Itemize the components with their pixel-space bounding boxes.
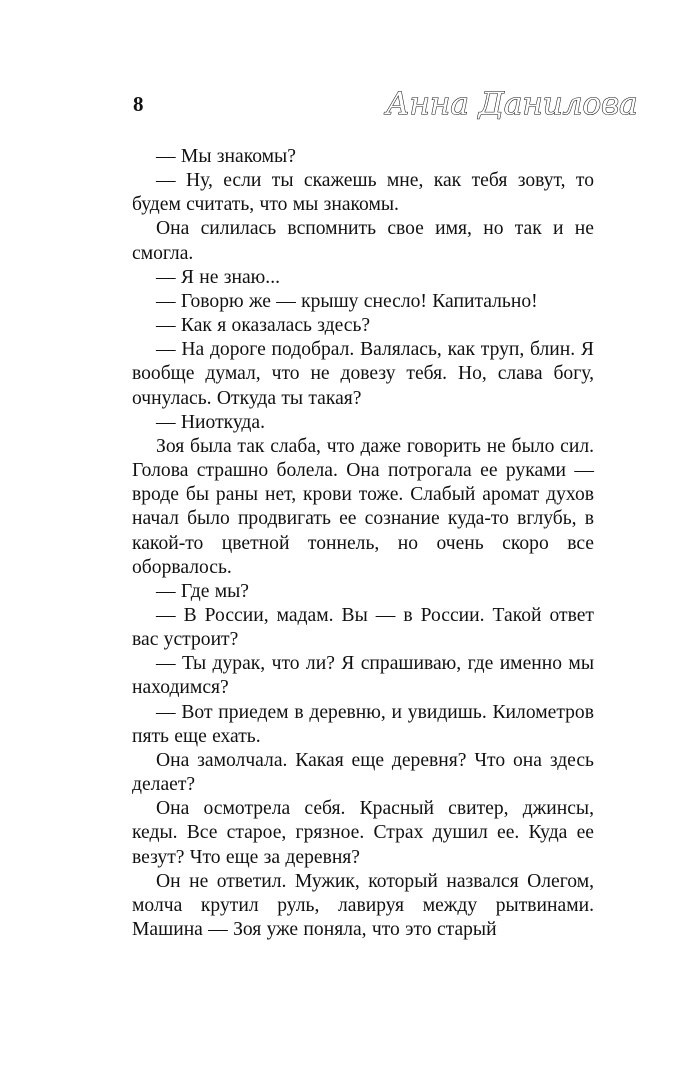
paragraph: — Где мы? bbox=[156, 580, 249, 602]
paragraph: — Как я оказалась здесь? bbox=[156, 315, 371, 337]
paragraph: — Мы знакомы? bbox=[156, 146, 296, 167]
paragraph: — На дороге подобрал. Валялась, как труп, блин. Я вообще думал, что не довезу тебя. Но, слава богу, очнулась. Откуда ты такая? bbox=[132, 339, 594, 409]
paragraph: — Ты дурак, что ли? Я спрашиваю, где именно мы находимся? bbox=[132, 653, 594, 699]
paragraph: Он не ответил. Мужик, который назвался Олегом, молча крутил руль, лавируя между рытвинами. Машина — Зоя уже поняла, что это старый bbox=[132, 870, 594, 940]
author-logo-graphic bbox=[382, 82, 638, 124]
paragraph: — Ну, если ты скажешь мне, как тебя зовут, то будем считать, что мы знакомы. bbox=[132, 170, 594, 216]
paragraph: — Говорю же — крышу снесло! Капитально! bbox=[156, 290, 538, 312]
paragraph: Она осмотрела себя. Красный свитер, джинсы, кеды. Все старое, грязное. Страх душил ее. Куда ее везут? Что еще за деревня? bbox=[132, 798, 594, 868]
paragraph: — Я не знаю... bbox=[156, 266, 280, 288]
paragraph: — Вот приедем в деревню, и увидишь. Километров пять еще ехать. bbox=[132, 701, 594, 747]
paragraph: — В России, мадам. Вы — в России. Такой ответ вас устроит? bbox=[132, 604, 594, 651]
paragraph: Зоя была так слаба, что даже говорить не было сил. Голова страшно болела. Она потрогала ее руками — вроде бы раны нет, крови тоже. Слабый аромат духов начал было продвигать ее сознание куда-то вглубь, в какой-то цветной тоннель, но очень скоро все оборвалось. bbox=[132, 435, 594, 578]
body-text bbox=[132, 145, 594, 975]
page-number: 8 bbox=[133, 92, 144, 116]
author-logo-text: Анна Данилова bbox=[386, 86, 638, 122]
paragraph: Она замолчала. Какая еще деревня? Что она здесь делает? bbox=[132, 749, 594, 796]
paragraph: Она силилась вспомнить свое имя, но так и не смогла. bbox=[132, 218, 594, 264]
paragraph: — Ниоткуда. bbox=[156, 411, 265, 433]
author-logo bbox=[382, 82, 638, 124]
